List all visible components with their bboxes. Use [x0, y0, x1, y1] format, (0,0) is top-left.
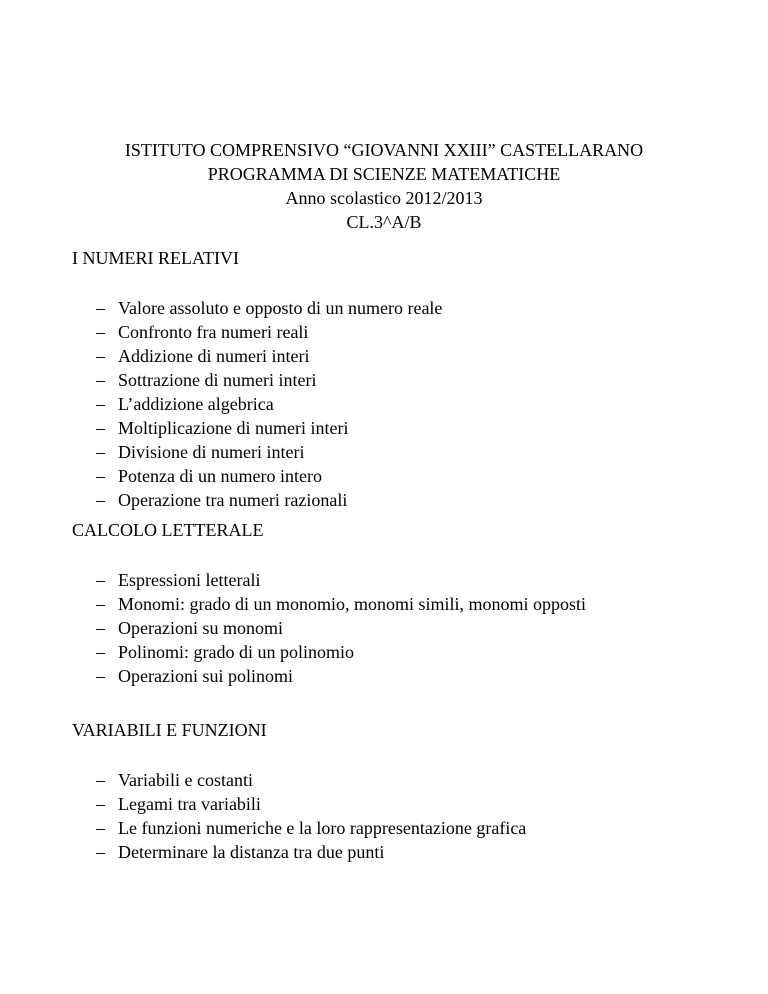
program-title: PROGRAMMA DI SCIENZE MATEMATICHE — [207, 164, 561, 184]
topic-list — [72, 296, 752, 512]
dash-bullet-icon: – — [96, 490, 105, 510]
list-item — [72, 320, 752, 344]
list-item-text: Variabili e costanti — [118, 770, 253, 790]
dash-bullet-icon: – — [96, 842, 105, 862]
list-item-text: Addizione di numeri interi — [118, 346, 310, 366]
dash-bullet-icon: – — [96, 298, 105, 318]
list-item-text: Confronto fra numeri reali — [118, 322, 309, 342]
section-title: VARIABILI E FUNZIONI — [72, 720, 267, 740]
list-item — [72, 368, 752, 392]
list-item-text: Operazioni su monomi — [118, 618, 283, 638]
list-item — [72, 416, 752, 440]
section-numeri-relativi — [72, 246, 752, 512]
dash-bullet-icon: – — [96, 794, 105, 814]
class-label: CL.3^A/B — [346, 212, 422, 232]
school-year: Anno scolastico 2012/2013 — [285, 188, 483, 208]
section-title: I NUMERI RELATIVI — [72, 248, 239, 268]
list-item — [72, 792, 752, 816]
list-item — [72, 840, 752, 864]
list-item-text: Legami tra variabili — [118, 794, 261, 814]
dash-bullet-icon: – — [96, 818, 105, 838]
dash-bullet-icon: – — [96, 418, 105, 438]
list-item — [72, 464, 752, 488]
dash-bullet-icon: – — [96, 346, 105, 366]
list-item — [72, 440, 752, 464]
document-header — [0, 138, 768, 234]
section-title: CALCOLO LETTERALE — [72, 520, 264, 540]
list-item-text: Valore assoluto e opposto di un numero reale — [118, 298, 443, 318]
list-item — [72, 592, 752, 616]
list-item — [72, 344, 752, 368]
list-item-text: L’addizione algebrica — [118, 394, 274, 414]
list-item — [72, 664, 752, 688]
dash-bullet-icon: – — [96, 466, 105, 486]
list-item-text: Sottrazione di numeri interi — [118, 370, 317, 390]
dash-bullet-icon: – — [96, 618, 105, 638]
dash-bullet-icon: – — [96, 570, 105, 590]
topic-list — [72, 768, 752, 864]
list-item — [72, 616, 752, 640]
dash-bullet-icon: – — [96, 442, 105, 462]
dash-bullet-icon: – — [96, 594, 105, 614]
list-item-text: Monomi: grado di un monomio, monomi simili, monomi opposti — [118, 594, 587, 614]
list-item-text: Operazioni sui polinomi — [118, 666, 293, 686]
dash-bullet-icon: – — [96, 770, 105, 790]
list-item — [72, 568, 752, 592]
section-variabili-e-funzioni — [72, 718, 752, 864]
topic-list — [72, 568, 752, 688]
list-item-text: Moltiplicazione di numeri interi — [118, 418, 349, 438]
list-item — [72, 816, 752, 840]
list-item — [72, 296, 752, 320]
list-item-text: Divisione di numeri interi — [118, 442, 305, 462]
list-item-text: Polinomi: grado di un polinomio — [118, 642, 355, 662]
section-calcolo-letterale — [72, 518, 752, 688]
dash-bullet-icon: – — [96, 666, 105, 686]
list-item-text: Potenza di un numero intero — [118, 466, 322, 486]
dash-bullet-icon: – — [96, 370, 105, 390]
list-item-text: Operazione tra numeri razionali — [118, 490, 348, 510]
list-item — [72, 768, 752, 792]
list-item-text: Determinare la distanza tra due punti — [118, 842, 385, 862]
school-name: ISTITUTO COMPRENSIVO “GIOVANNI XXIII” CASTELLARANO — [124, 140, 644, 160]
list-item — [72, 640, 752, 664]
dash-bullet-icon: – — [96, 642, 105, 662]
list-item-text: Le funzioni numeriche e la loro rappresentazione grafica — [118, 818, 527, 838]
dash-bullet-icon: – — [96, 394, 105, 414]
list-item-text: Espressioni letterali — [118, 570, 261, 590]
list-item — [72, 392, 752, 416]
list-item — [72, 488, 752, 512]
dash-bullet-icon: – — [96, 322, 105, 342]
